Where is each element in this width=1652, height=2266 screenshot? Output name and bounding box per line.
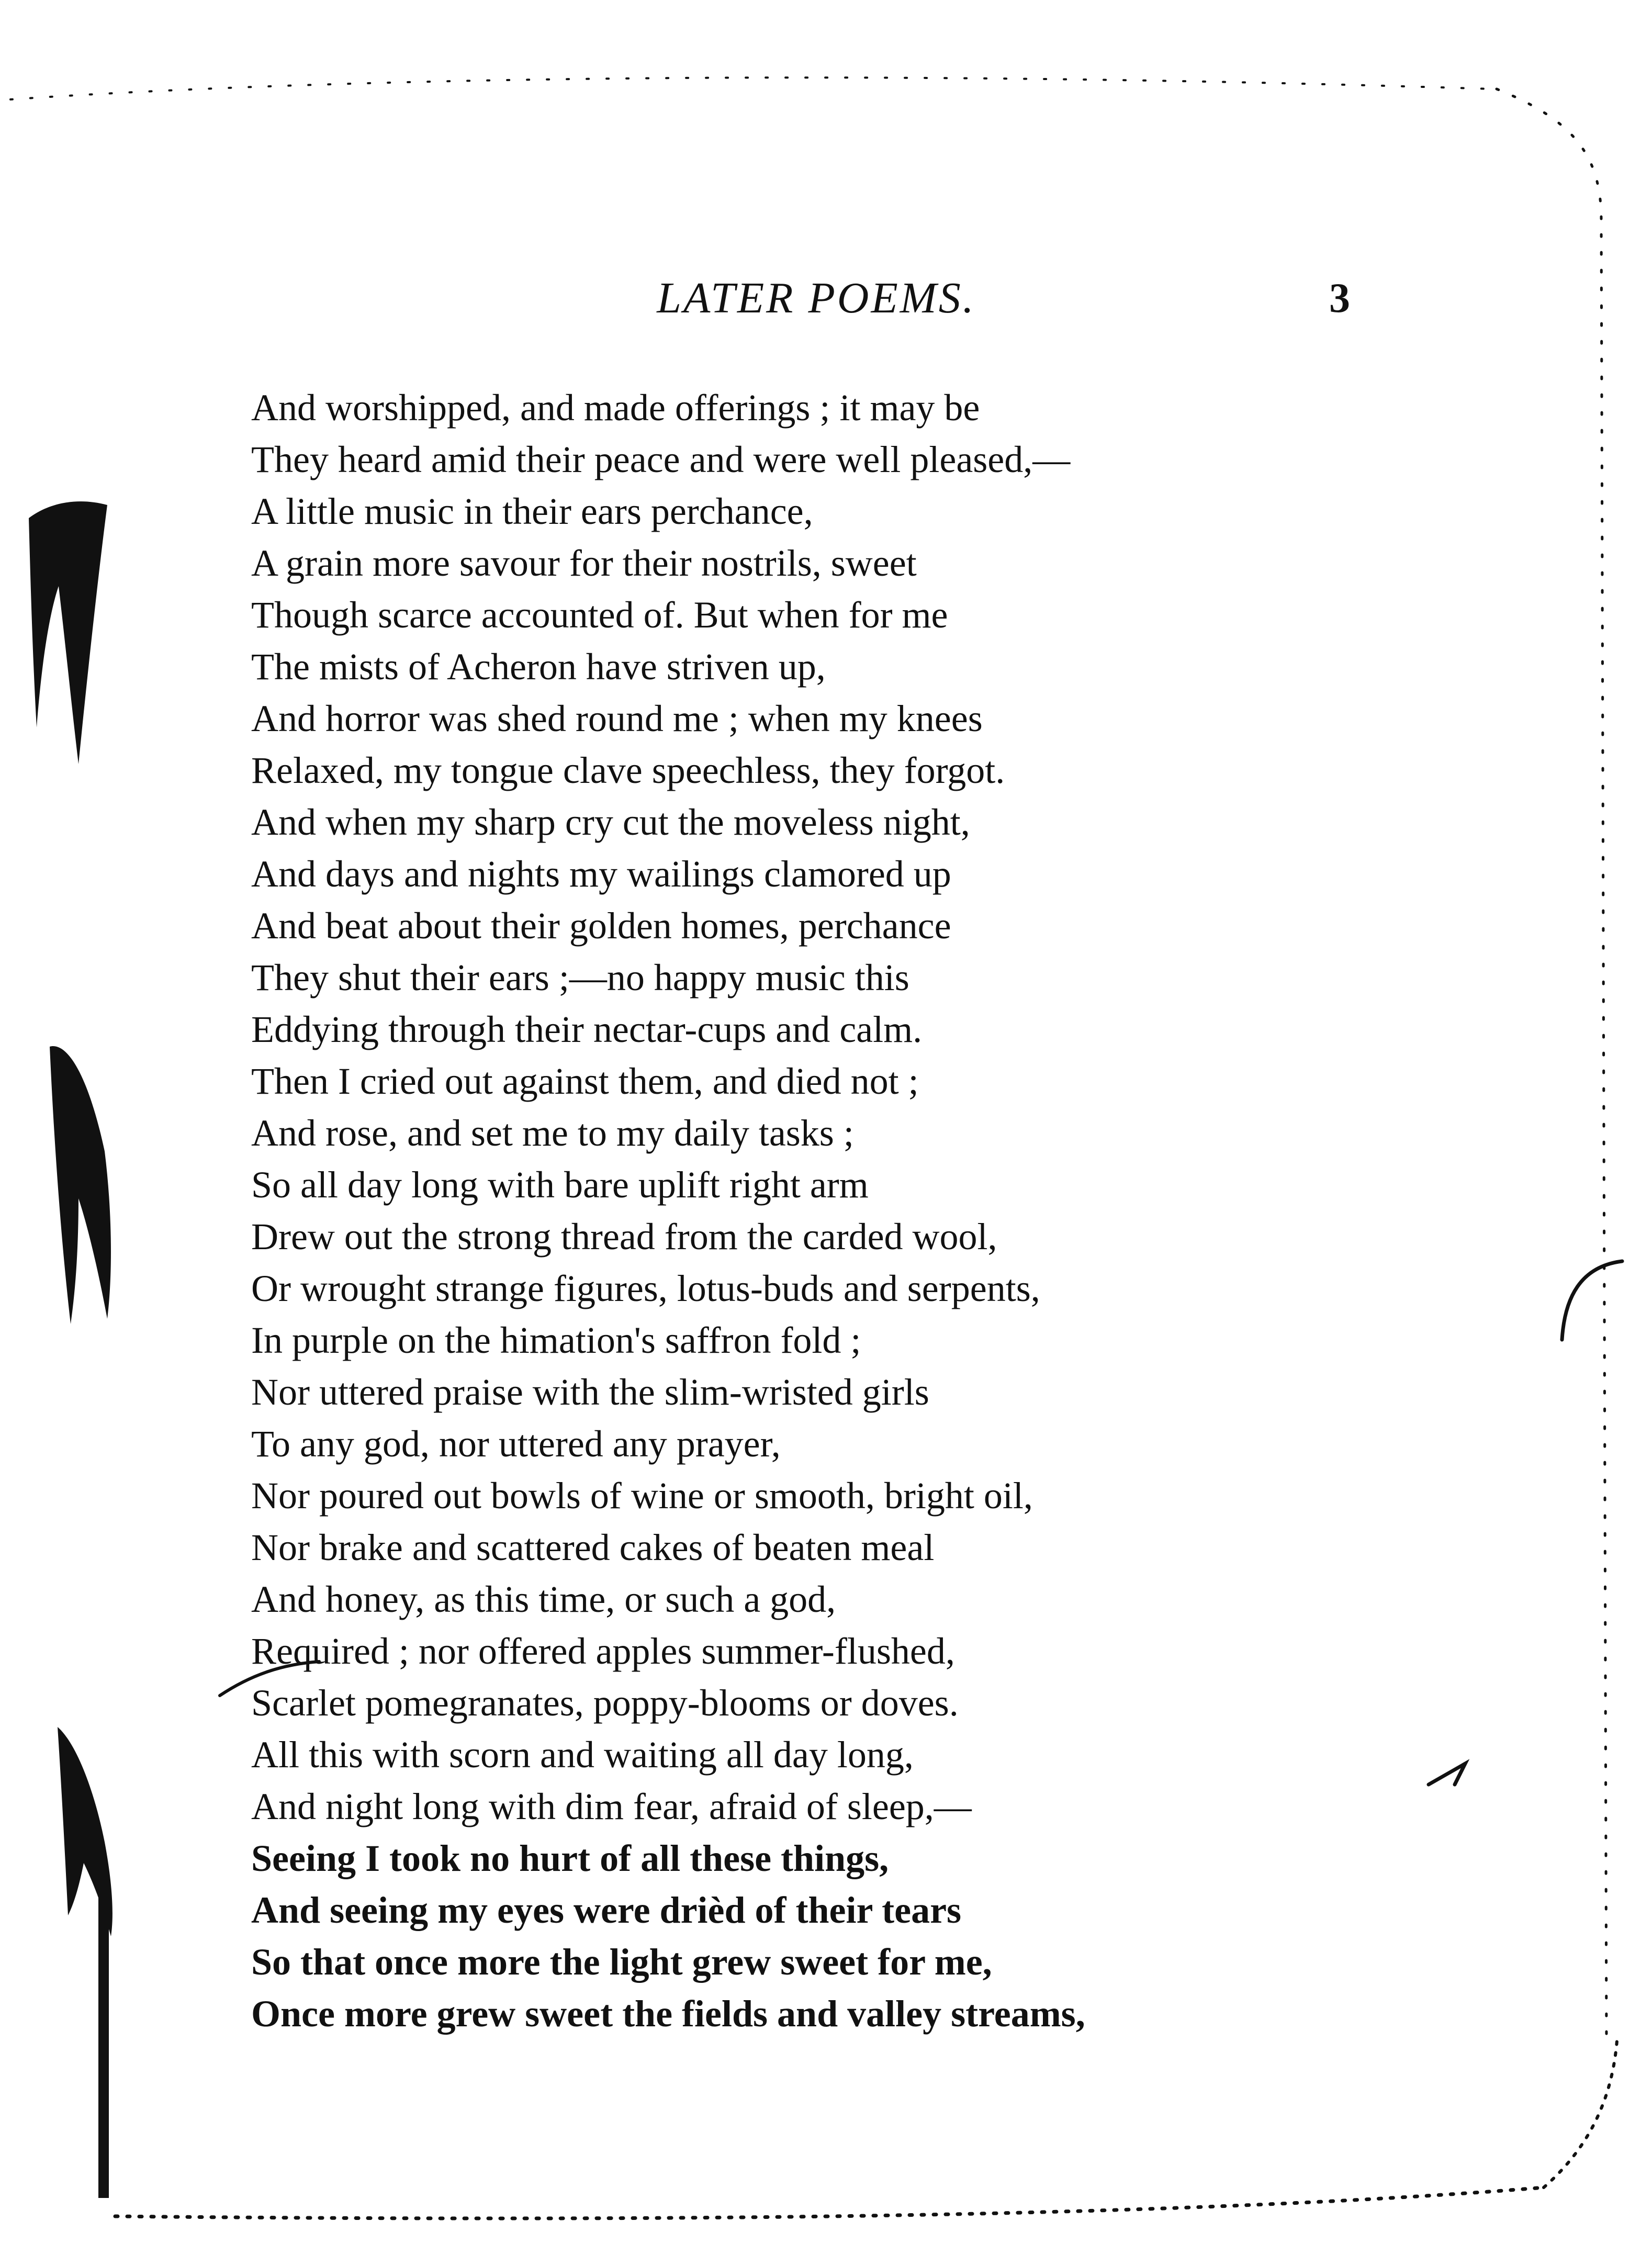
- poem-line: And beat about their golden homes, perchance: [251, 905, 951, 947]
- page-number: 3: [1329, 275, 1350, 321]
- poem-line: They heard amid their peace and were well pleased,—: [251, 439, 1071, 480]
- poem-line: Drew out the strong thread from the carded wool,: [251, 1216, 997, 1258]
- poem-line: Nor poured out bowls of wine or smooth, bright oil,: [251, 1475, 1033, 1517]
- poem-line: Relaxed, my tongue clave speechless, they forgot.: [251, 749, 1005, 791]
- poem-line: So that once more the light grew sweet for me,: [251, 1941, 992, 1983]
- poem-line: A little music in their ears perchance,: [251, 490, 813, 532]
- poem-line: And seeing my eyes were drièd of their tears: [251, 1889, 962, 1931]
- poem-line: Required ; nor offered apples summer-flushed,: [251, 1630, 955, 1672]
- poem-line: Though scarce accounted of. But when for me: [251, 594, 948, 636]
- poem-line: Or wrought strange figures, lotus-buds and serpents,: [251, 1267, 1040, 1309]
- poem-line: And night long with dim fear, afraid of sleep,—: [251, 1786, 972, 1827]
- poem-line: And honey, as this time, or such a god,: [251, 1578, 836, 1620]
- poem-line: And worshipped, and made offerings ; it may be: [251, 387, 980, 429]
- poem-line: And horror was shed round me ; when my knees: [251, 698, 983, 739]
- poem-line: And days and nights my wailings clamored up: [251, 853, 951, 895]
- poem-text: [251, 382, 1350, 2040]
- poem-line: Once more grew sweet the fields and valley streams,: [251, 1993, 1085, 2035]
- poem-line: The mists of Acheron have striven up,: [251, 646, 826, 688]
- poem-line: They shut their ears ;—no happy music this: [251, 957, 909, 999]
- running-title: LATER POEMS.: [657, 274, 976, 322]
- poem-line: In purple on the himation's saffron fold ;: [251, 1319, 861, 1361]
- poem-line: To any god, nor uttered any prayer,: [251, 1423, 781, 1465]
- poem-line: And rose, and set me to my daily tasks ;: [251, 1112, 854, 1154]
- poem-line: Nor uttered praise with the slim-wristed girls: [251, 1371, 929, 1413]
- poem-line: Eddying through their nectar-cups and calm.: [251, 1008, 923, 1050]
- poem-line: Seeing I took no hurt of all these things,: [251, 1837, 889, 1879]
- poem-line: Then I cried out against them, and died not ;: [251, 1060, 919, 1102]
- poem-line: Scarlet pomegranates, poppy-blooms or doves.: [251, 1682, 959, 1724]
- poem-line: All this with scorn and waiting all day long,: [251, 1734, 914, 1776]
- poem-line: Nor brake and scattered cakes of beaten meal: [251, 1527, 935, 1568]
- poem-line: So all day long with bare uplift right arm: [251, 1164, 869, 1206]
- poem-line: And when my sharp cry cut the moveless night,: [251, 801, 970, 843]
- poem-line: A grain more savour for their nostrils, sweet: [251, 542, 917, 584]
